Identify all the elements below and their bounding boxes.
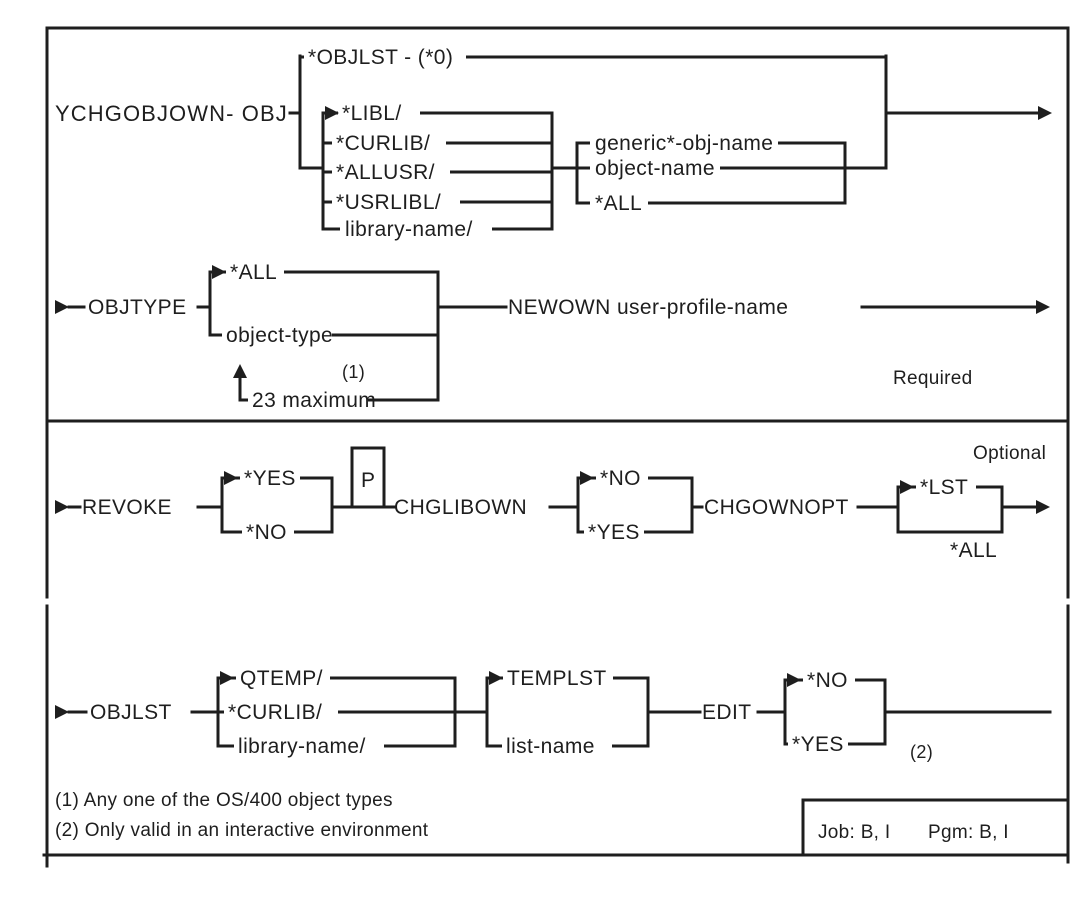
default-choice-arrow-icon xyxy=(220,671,234,685)
label-libl: *LIBL/ xyxy=(342,102,402,125)
label-obj-all: *ALL xyxy=(595,192,643,215)
objtype-newown-rails xyxy=(69,272,1036,400)
label-newown: NEWOWN user-profile-name xyxy=(508,296,789,319)
label-chglibown-no: *NO xyxy=(600,467,641,490)
label-chgownopt-all: *ALL xyxy=(950,539,998,562)
label-23-maximum: 23 maximum xyxy=(252,389,377,412)
label-objtype-all: *ALL xyxy=(230,261,278,284)
default-choice-arrow-icon xyxy=(212,265,226,279)
label-revoke-yes: *YES xyxy=(244,467,296,490)
label-object-name: object-name xyxy=(595,157,715,180)
default-choice-arrow-icon xyxy=(900,480,914,494)
label-edit-yes: *YES xyxy=(792,733,844,756)
label-p-flag: P xyxy=(361,469,376,492)
jobbox-job: Job: B, I xyxy=(818,822,891,843)
repeat-up-arrow-icon xyxy=(233,364,247,378)
label-object-type: object-type xyxy=(226,324,334,347)
default-choice-arrow-icon xyxy=(325,106,339,120)
rail-continue-arrow-icon xyxy=(1038,106,1052,120)
default-choice-arrow-icon xyxy=(580,471,594,485)
default-choice-arrow-icon xyxy=(224,471,238,485)
label-curlib: *CURLIB/ xyxy=(336,132,431,155)
footnote-ref-1: (1) xyxy=(342,362,366,382)
label-chglibown-yes: *YES xyxy=(588,521,640,544)
row-start-arrow-icon xyxy=(55,300,69,314)
label-objlst-default: *OBJLST - (*0) xyxy=(308,46,454,69)
label-optional: Optional xyxy=(973,443,1047,464)
keyword-revoke: REVOKE xyxy=(82,496,172,519)
keyword-chglibown: CHGLIBOWN xyxy=(394,496,528,519)
default-choice-arrow-icon xyxy=(787,673,801,687)
footnote-2: (2) Only valid in an interactive environment xyxy=(55,820,429,841)
label-usrlibl: *USRLIBL/ xyxy=(336,191,442,214)
keyword-objtype: OBJTYPE xyxy=(88,296,187,319)
rail-continue-arrow-icon xyxy=(1036,300,1050,314)
revoke-row-rails xyxy=(69,478,1036,532)
label-generic-obj-name: generic*-obj-name xyxy=(595,132,774,155)
label-allusr: *ALLUSR/ xyxy=(336,161,435,184)
label-edit-no: *NO xyxy=(807,669,848,692)
label-qtemp: QTEMP/ xyxy=(240,667,323,690)
label-required: Required xyxy=(893,368,973,389)
label-revoke-no: *NO xyxy=(246,521,287,544)
label-chgownopt-lst: *LST xyxy=(920,476,969,499)
label-library-name: library-name/ xyxy=(345,218,473,241)
keyword-chgownopt: CHGOWNOPT xyxy=(704,496,849,519)
jobbox-pgm: Pgm: B, I xyxy=(928,822,1009,843)
row-start-arrow-icon xyxy=(55,500,69,514)
footnote-ref-2: (2) xyxy=(910,742,934,762)
label-templst: TEMPLST xyxy=(507,667,607,690)
keyword-objlst: OBJLST xyxy=(90,701,172,724)
rail-continue-arrow-icon xyxy=(1036,500,1050,514)
row-start-arrow-icon xyxy=(55,705,69,719)
label-list-name: list-name xyxy=(506,735,595,758)
keyword-edit: EDIT xyxy=(702,701,752,724)
default-choice-arrow-icon xyxy=(489,671,503,685)
footnote-1: (1) Any one of the OS/400 object types xyxy=(55,790,393,811)
label-objlst-library-name: library-name/ xyxy=(238,735,366,758)
label-objlst-curlib: *CURLIB/ xyxy=(228,701,323,724)
label-command: YCHGOBJOWN- OBJ xyxy=(55,101,288,126)
